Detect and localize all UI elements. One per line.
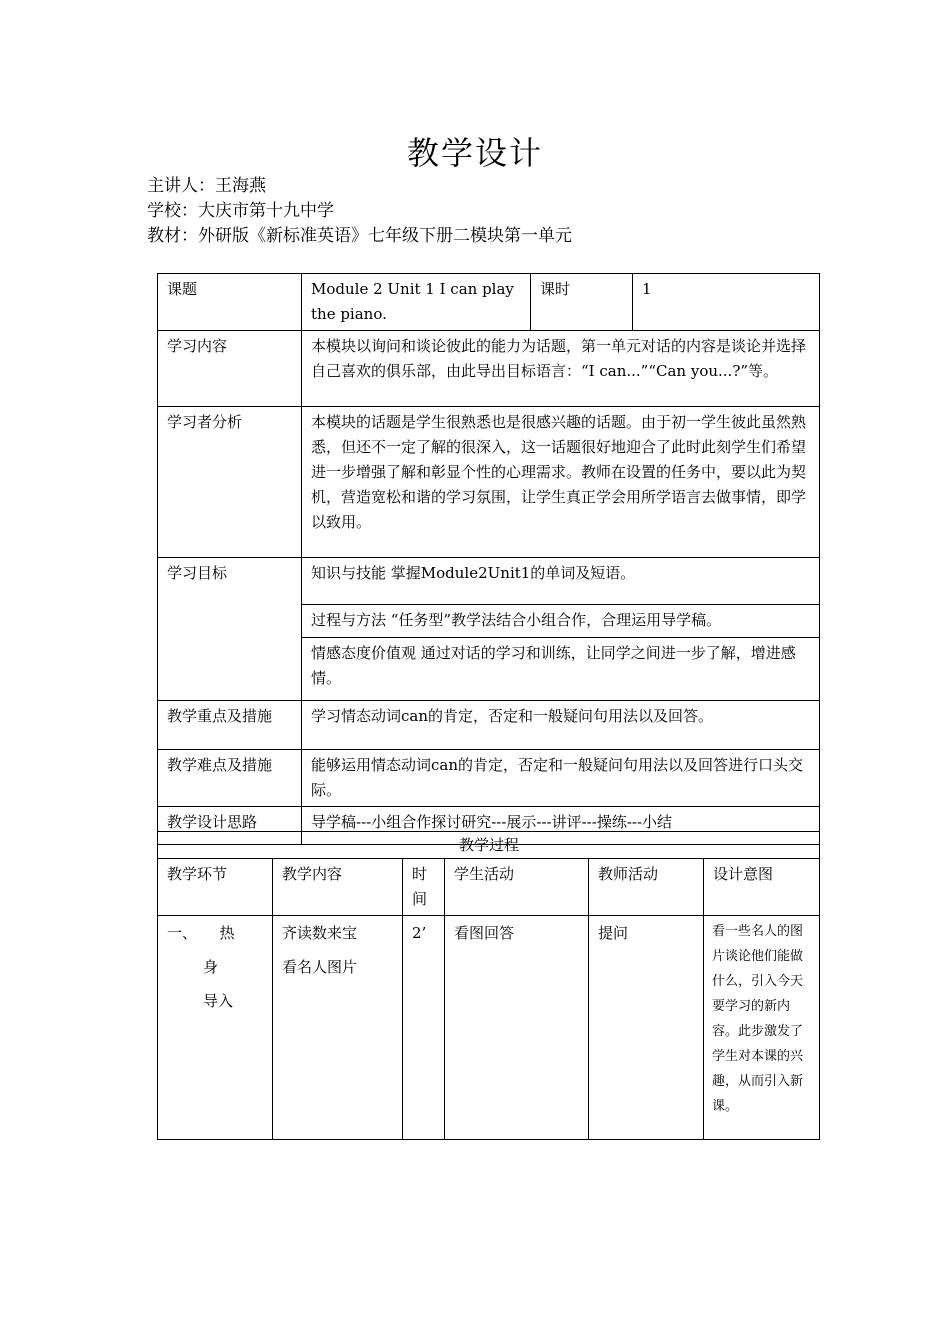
content-cell — [273, 916, 403, 1140]
col-header-intent: 设计意图 — [704, 859, 820, 916]
learner-value: 本模块的话题是学生很熟悉也是很感兴趣的话题。由于初一学生彼此虽然熟悉，但还不一定了解的很深入，这一话题很好地迎合了此时此刻学生们希望进一步增强了解和彰显个性的心理需求。教师在设置的任务中，要以此为契机，营造宽松和谐的学习氛围，让学生真正学会用所学语言去做事情，即学以致用。 — [302, 407, 820, 558]
process-header-row — [158, 859, 820, 916]
school-line: 学校：大庆市第十九中学 — [147, 201, 334, 221]
goals-label: 学习目标 — [158, 558, 302, 701]
table-row — [158, 916, 820, 1140]
content-line-2: 看名人图片 — [282, 958, 358, 976]
key-row — [158, 701, 820, 750]
design-value: 导学稿---小组合作探讨研究---展示---讲评---操练---小结 — [302, 807, 820, 845]
time-cell: 2’ — [403, 916, 445, 1140]
teacher-cell: 提问 — [589, 916, 704, 1140]
stage-line-1: 一、 热 — [167, 924, 235, 942]
design-label: 教学设计思路 — [158, 807, 302, 845]
col-header-teacher: 教师活动 — [589, 859, 704, 916]
col-header-student: 学生活动 — [445, 859, 589, 916]
stage-line-2: 身 — [203, 958, 219, 976]
period-label: 课时 — [531, 274, 633, 331]
student-cell: 看图回答 — [445, 916, 589, 1140]
learner-row — [158, 407, 820, 558]
content-value: 本模块以询问和谈论彼此的能力为话题，第一单元对话的内容是谈论并选择自己喜欢的俱乐部，由此导出目标语言：“I can...”“Can you...?”等。 — [302, 331, 820, 407]
key-value: 学习情态动词can的肯定，否定和一般疑问句用法以及回答。 — [302, 701, 820, 750]
col-header-stage: 教学环节 — [158, 859, 273, 916]
topic-row — [158, 274, 820, 331]
stage-line-3: 导入 — [203, 992, 234, 1010]
learner-label: 学习者分析 — [158, 407, 302, 558]
topic-value: Module 2 Unit 1 I can play the piano. — [302, 274, 531, 331]
topic-label: 课题 — [158, 274, 302, 331]
goal-emotion: 情感态度价值观 通过对话的学习和训练，让同学之间进一步了解，增进感情。 — [302, 638, 820, 701]
document-title: 教学设计 — [406, 134, 543, 172]
difficult-label: 教学难点及措施 — [158, 750, 302, 807]
goal-knowledge: 知识与技能 掌握Module2Unit1的单词及短语。 — [302, 558, 820, 605]
process-table — [157, 831, 820, 1140]
process-heading: 教学过程 — [158, 832, 820, 859]
period-value: 1 — [633, 274, 820, 331]
lecturer-line: 主讲人：王海燕 — [147, 176, 266, 196]
difficult-value: 能够运用情态动词can的肯定，否定和一般疑问句用法以及回答进行口头交际。 — [302, 750, 820, 807]
goal-process: 过程与方法 “任务型”教学法结合小组合作，合理运用导学稿。 — [302, 605, 820, 638]
textbook-line: 教材：外研版《新标准英语》七年级下册二模块第一单元 — [147, 226, 572, 246]
key-label: 教学重点及措施 — [158, 701, 302, 750]
content-row — [158, 331, 820, 407]
overview-table — [157, 273, 820, 845]
col-header-time: 时间 — [403, 859, 445, 916]
difficult-row — [158, 750, 820, 807]
stage-cell — [158, 916, 273, 1140]
content-line-1: 齐读数来宝 — [282, 924, 358, 942]
goal-knowledge-row — [158, 558, 820, 605]
process-heading-row — [158, 832, 820, 859]
intent-cell: 看一些名人的图片谈论他们能做什么，引入今天要学习的新内容。此步激发了学生对本课的兴趣，从而引入新课。 — [704, 916, 820, 1140]
content-label: 学习内容 — [158, 331, 302, 407]
col-header-content: 教学内容 — [273, 859, 403, 916]
